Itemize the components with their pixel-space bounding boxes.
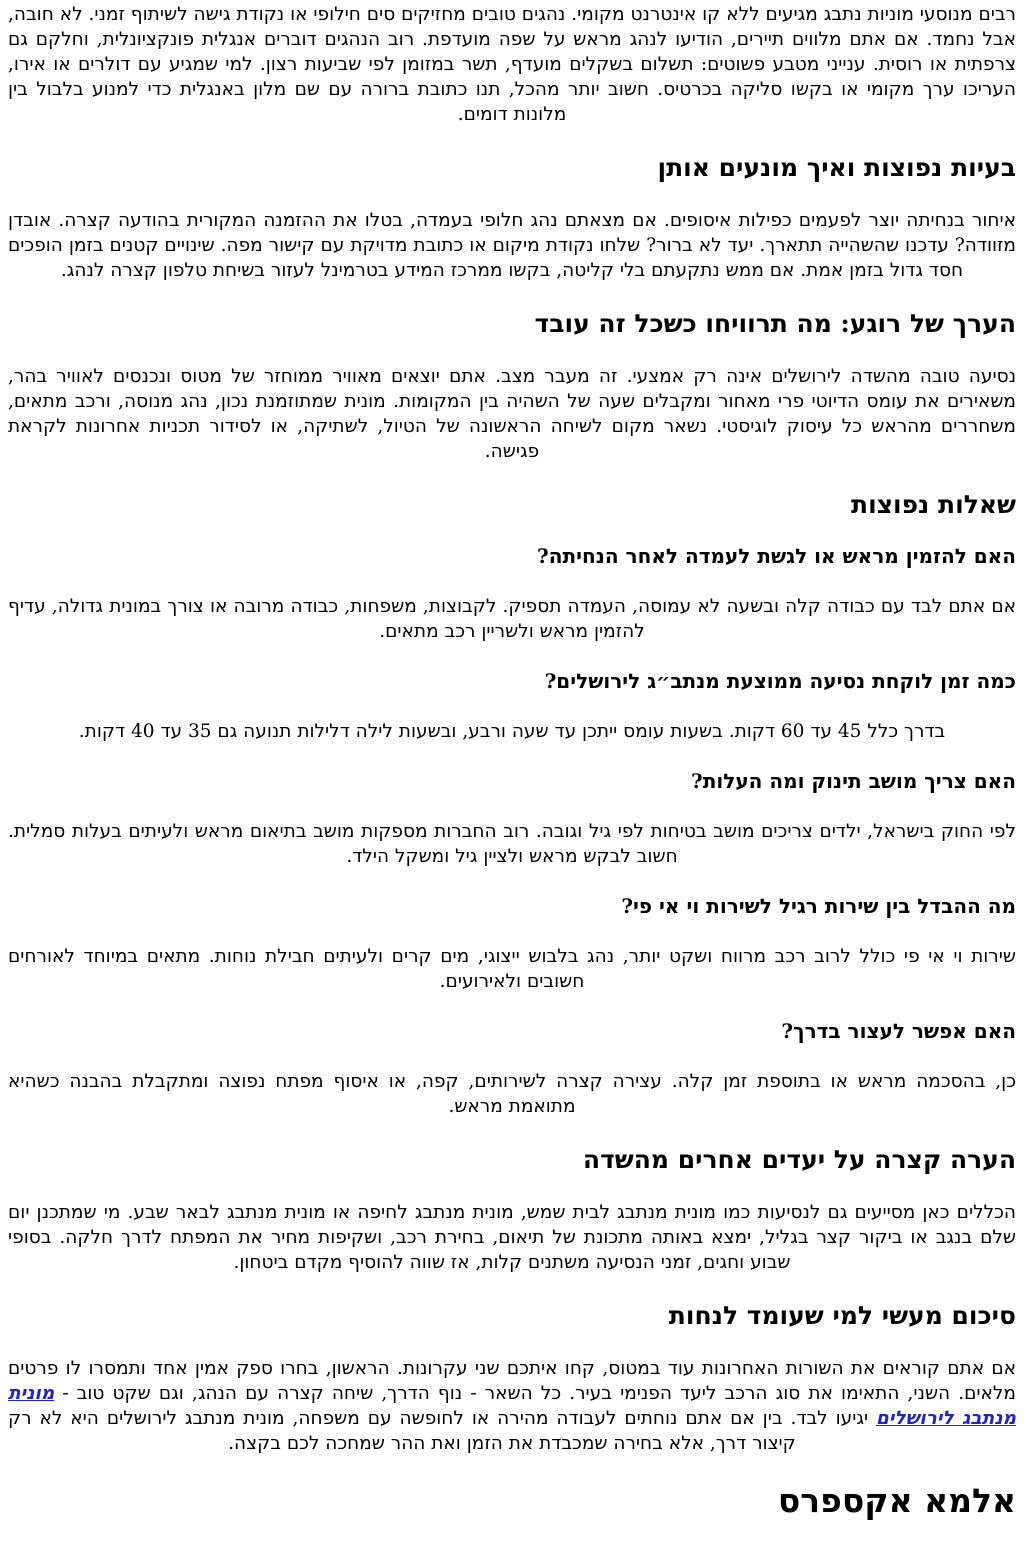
faq-answer-booking: אם אתם לבד עם כבודה קלה ובשעה לא עמוסה, העמדה תספיק. לקבוצות, משפחות, כבודה מרובה או צורך במונית גדולה, עדיף להזמין מראש ולשריין רכב מתאים.	[8, 596, 1016, 642]
prevention-paragraph: איחור בנחיתה יוצר לפעמים כפילות איסופים. אם מצאתם נהג חלופי בעמדה, בטלו את ההזמנה המקורית בהודעה קצרה. אובדן מזוודה? עדכנו שהשהייה תתארך. יעד לא ברור? שלחו נקודת מיקום או כתובת מדויקת עם קישור מפה. שינויים קטנים בזמן הופכים חסד גדול בזמן אמת. אם ממש נתקעתם בלי קליטה, בקשו ממרכז המידע בטרמינל לעזור בשיחת טלפון קצרה לנהג.	[8, 210, 1016, 281]
faq-answer-stops: כן, בהסכמה מראש או בתוספת זמן קלה. עצירה קצרה לשירותים, קפה, או איסוף מפתח נפוצה ומתקבלת בהבנה כשהיא מתואמת מראש.	[8, 1071, 1016, 1117]
summary-text-after-link: יגיעו לבד. בין אם אתם נוחתים לעבודה מהירה או לחופשה עם משפחה, מונית מנתבג לירושלים היא לא רק קיצור דרך, אלא בחירה שמכבדת את הזמן ואת ההר שמחכה לכם בקצה.	[8, 1408, 877, 1454]
faq-item	[8, 895, 1016, 994]
faq-answer-vip: שירות וי אי פי כולל לרוב רכב מרווח ושקט יותר, נהג בלבוש ייצוגי, מים קרים ולעיתים חבילת נוחות. מתאים במיוחד לאורחים חשובים ולאירועים.	[8, 946, 1016, 992]
faq-item	[8, 770, 1016, 869]
faq-item	[8, 1020, 1016, 1119]
faq-answer-baby-seat: לפי החוק בישראל, ילדים צריכים מושב בטיחות לפי גיל וגובה. רוב החברות מספקות מושב בתיאום מראש ולעיתים בעלות סמלית. חשוב לבקש מראש ולציין גיל ומשקל הילד.	[8, 821, 1016, 867]
faq-answer-duration: בדרך כלל 45 עד 60 דקות. בשעות עומס ייתכן עד שעה ורבע, ובשעות לילה דלילות תנועה גם 35 עד 40 דקות.	[78, 721, 946, 742]
faq-question-stops: האם אפשר לעצור בדרך?	[781, 1019, 1016, 1043]
summary-text-before-link: אם אתם קוראים את השורות האחרונות עוד במטוס, קחו איתכם שני עקרונות. הראשון, בחרו ספק אמין אחד ותמסרו לו פרטים מלאים. השני, התאימו את סוג הרכב ליעד הפנימי בעיר. כל השאר - נוף הדרך, שיחה קצרה עם הנהג, וגם שקט טוב -	[8, 1358, 1016, 1404]
faq-question-duration: כמה זמן לוקחת נסיעה ממוצעת מנתב״ג לירושלים?	[544, 669, 1016, 693]
calm-value-section-heading: הערך של רוגע: מה תרוויחו כשכל זה עובד	[534, 309, 1016, 338]
faq-section-heading: שאלות נפוצות	[851, 490, 1016, 519]
prevention-section-heading: בעיות נפוצות ואיך מונעים אותן	[657, 153, 1016, 182]
other-destinations-section-heading: הערה קצרה על יעדים אחרים מהשדה	[582, 1145, 1016, 1174]
brand-heading: אלמא אקספרס	[777, 1481, 1016, 1520]
faq-question-vip: מה ההבדל בין שירות רגיל לשירות וי אי פי?	[621, 894, 1016, 918]
summary-section-heading: סיכום מעשי למי שעומד לנחות	[668, 1301, 1016, 1330]
summary-paragraph	[8, 1356, 1016, 1456]
jerusalem-taxi-link[interactable]: מונית מנתבג לירושלים	[8, 1383, 1016, 1429]
faq-item	[8, 670, 1016, 744]
faq-item	[8, 545, 1016, 644]
faq-question-baby-seat: האם צריך מושב תינוק ומה העלות?	[691, 769, 1016, 793]
calm-value-paragraph: נסיעה טובה מהשדה לירושלים אינה רק אמצעי. זה מעבר מצב. אתם יוצאים מאוויר ממוחזר של מטוס ונכנסים לאוויר בהר, משאירים את עומס הדיוטי פרי מאחור ומקבלים שעה של השהיה בין המקומות. מונית שמתוזמנת נכון, נהג מנוסה, ורכב מתאים, משחררים מהראש כל עיסוק לוגיסטי. נשאר מקום לשיחה הראשונה של הטיול, לשתיקה, או לסידור תכניות אחרונות לקראת פגישה.	[8, 366, 1016, 462]
faq-question-booking: האם להזמין מראש או לגשת לעמדה לאחר הנחיתה?	[537, 544, 1016, 568]
other-destinations-paragraph: הכללים כאן מסייעים גם לנסיעות כמו מונית מנתבג לבית שמש, מונית מנתבג לחיפה או מונית מנתבג לבאר שבע. מי שמתכנן יום שלם בנגב או ביקור קצר בגליל, ימצא באותה מתכונת של תיאום, בחירת רכב, ושקיפות מחיר את המפתח לדרך חלקה. בסופי שבוע וחגים, זמני הנסיעה משתנים קלות, אז שווה להוסיף מקדם ביטחון.	[8, 1202, 1016, 1273]
intro-paragraph: רבים מנוסעי מוניות נתבג מגיעים ללא קו אינטרנט מקומי. נהגים טובים מחזיקים סים חילופי או נקודת גישה לשיתוף זמני. לא חובה, אבל נחמד. אם אתם מלווים תיירים, הודיעו לנהג מראש על שפה מועדפת. רוב הנהגים דוברים אנגלית פונקציונלית, וחלקם גם צרפתית או רוסית. ענייני מטבע פשוטים: תשלום בשקלים מועדף, תשר במזומן לפי שביעות רצון. למי שמגיע עם דולרים או אירו, העריכו ערך מקומי או בקשו סליקה בכרטיס. חשוב יותר מהכל, תנו כתובת ברורה עם שם מלון באנגלית כדי למנוע בלבול בין מלונות דומים.	[8, 4, 1016, 125]
